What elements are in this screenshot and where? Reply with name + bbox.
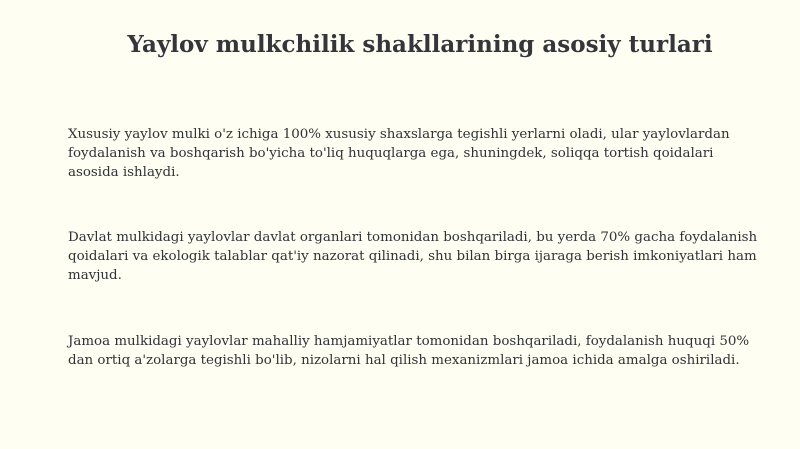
slide-title: Yaylov mulkchilik shakllarining asosiy turlari — [127, 31, 713, 58]
paragraph-private-ownership: Xususiy yaylov mulki o'z ichiga 100% xususiy shaxslarga tegishli yerlarni oladi, ular yaylovlardan foydalanish va boshqarish bo'yicha to'liq huquqlarga ega, shuningdek, soliqqa tortish qoidalari asosida ishlaydi. — [68, 127, 730, 180]
paragraph-communal-ownership: Jamoa mulkidagi yaylovlar mahalliy hamjamiyatlar tomonidan boshqariladi, foydalanish huquqi 50% dan ortiq a'zolarga tegishli bo'lib, nizolarni hal qilish mexanizmlari jamoa ichida amalga oshiriladi. — [68, 334, 750, 368]
paragraph-state-ownership: Davlat mulkidagi yaylovlar davlat organlari tomonidan boshqariladi, bu yerda 70% gacha foydalanish qoidalari va ekologik talablar qat'iy nazorat qilinadi, shu bilan birga ijaraga berish imkoniyatlari ham mavjud. — [68, 230, 758, 283]
